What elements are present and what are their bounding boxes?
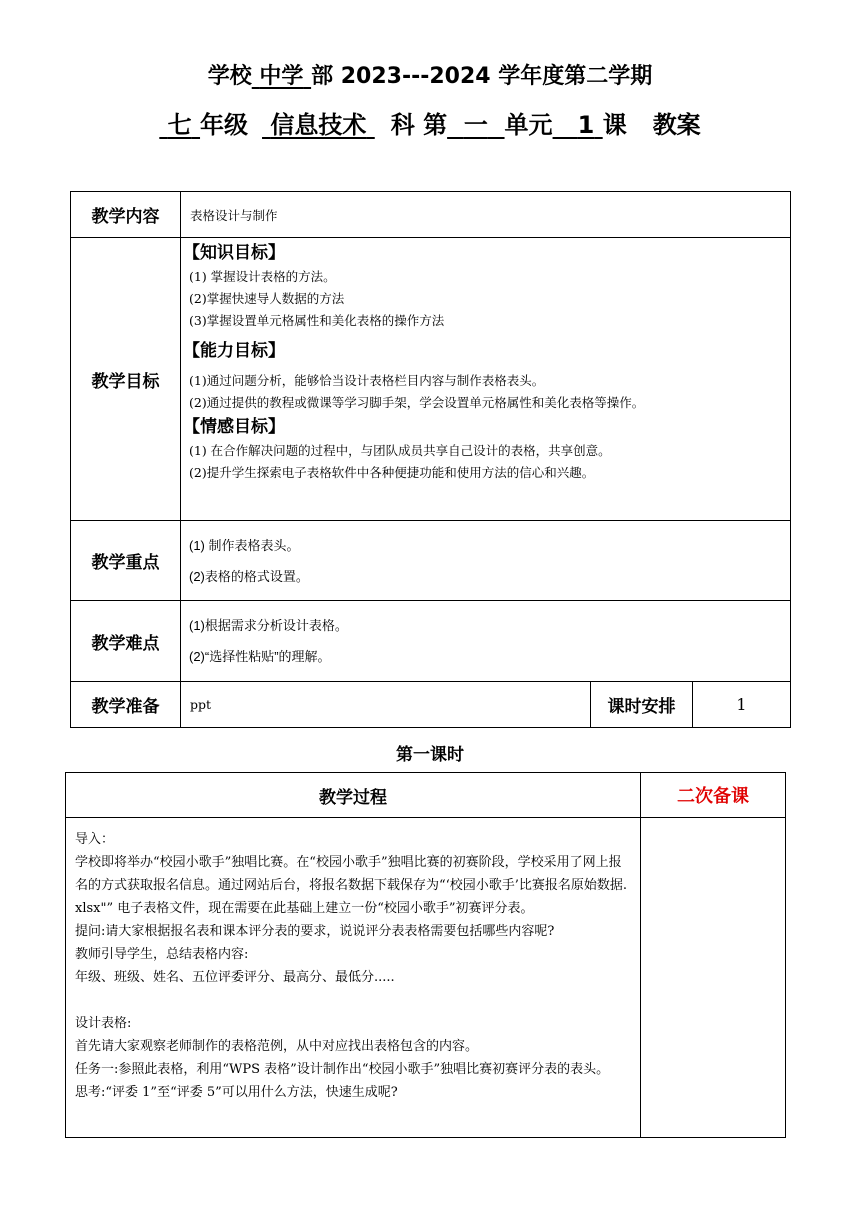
process-table (65, 772, 786, 1138)
revision-cell (641, 818, 786, 1138)
lesson-value: 1 (577, 111, 595, 139)
paragraph-fields: 年级、班级、姓名、五位评委评分、最高分、最低分..... (75, 970, 395, 985)
session-title: 第一课时 (396, 745, 464, 765)
paragraph-design-title: 设计表格: (75, 1016, 132, 1031)
unit-label: 单元 (504, 111, 553, 139)
revision-header: 二次备课 (641, 773, 786, 818)
paragraph-think: 思考:“评委 1”至“评委 5”可以用什么方法，快速生成呢? (75, 1085, 398, 1100)
header-line-2 (0, 106, 860, 144)
unit-value: 一 (463, 111, 488, 139)
lesson-label: 课 (602, 111, 627, 139)
paragraph-intro-title: 导入： (75, 832, 115, 847)
knowledge-item: (1) 掌握设计表格的方法。 (189, 269, 336, 284)
goals-cell (181, 238, 791, 521)
key-point-item: (2)表格的格式设置。 (189, 568, 309, 584)
process-header: 教学过程 (66, 773, 641, 818)
header-line-1 (0, 60, 860, 94)
hours-value: 1 (693, 682, 791, 728)
ability-goal-title: 【能力目标】 (183, 341, 285, 361)
difficulty-cell (181, 601, 791, 682)
key-points-label: 教学重点 (71, 521, 181, 601)
term-text: 部 2023---2024 学年度第二学期 (311, 64, 653, 89)
paragraph-scenario: 学校即将举办“校园小歌手”独唱比赛。在“校园小歌手”独唱比赛的初赛阶段，学校采用了网上报名的方式获取报名信息。通过网站后台，将报名数据下载保存为“‘校园小歌手’比赛报名原始数据. xlsx"” 电子表格文件，现在需要在此基础上建立一份“校园小歌手”初赛评分表。 (75, 855, 628, 916)
school-label: 学校 (207, 64, 252, 89)
prep-value: ppt (181, 682, 591, 728)
key-points-cell (181, 521, 791, 601)
emotion-item: (1) 在合作解决问题的过程中，与团队成员共享自己设计的表格，共享创意。 (189, 443, 611, 458)
emotion-goal-title: 【情感目标】 (183, 417, 285, 437)
paragraph-observe: 首先请大家观察老师制作的表格范例，从中对应找出表格包含的内容。 (75, 1039, 479, 1054)
grade-label: 年级 (200, 111, 249, 139)
paragraph-question: 提问:请大家根据报名表和课本评分表的要求，说说评分表表格需要包括哪些内容呢? (75, 924, 555, 939)
blank-line (75, 989, 632, 1012)
hours-label: 课时安排 (591, 682, 693, 728)
difficulty-item: (1)根据需求分析设计表格。 (189, 618, 348, 633)
content-label: 教学内容 (71, 192, 181, 238)
difficulty-label: 教学难点 (71, 601, 181, 682)
grade-value: 七 (167, 111, 192, 139)
knowledge-item: (2)掌握快速导人数据的方法 (189, 291, 345, 306)
lesson-info-table (70, 191, 791, 728)
paragraph-guide: 教师引导学生，总结表格内容: (75, 947, 249, 962)
subject-label: 科 第 (390, 111, 448, 139)
division-name: 中学 (259, 64, 304, 89)
key-point-item: (1) 制作表格表头。 (189, 537, 300, 553)
paragraph-task-1: 任务一:参照此表格，利用“WPS 表格”设计制作出“校园小歌手”独唱比赛初赛评分表的表头。 (75, 1062, 610, 1077)
prep-label: 教学准备 (71, 682, 181, 728)
emotion-item: (2)提升学生探索电子表格软件中各种便捷功能和使用方法的信心和兴趣。 (189, 465, 595, 480)
content-value: 表格设计与制作 (181, 192, 791, 238)
knowledge-item: (3)掌握设置单元格属性和美化表格的操作方法 (189, 313, 445, 328)
difficulty-item: (2)“选择性粘贴”的理解。 (189, 649, 331, 664)
process-body (66, 818, 641, 1138)
plan-label: 教案 (652, 111, 701, 139)
ability-item: (1)通过问题分析，能够恰当设计表格栏目内容与制作表格表头。 (189, 373, 545, 388)
ability-item: (2)通过提供的教程或微课等学习脚手架，学会设置单元格属性和美化表格等操作。 (189, 395, 645, 410)
subject-value: 信息技术 (270, 111, 367, 139)
knowledge-goal-title: 【知识目标】 (183, 243, 285, 263)
goals-label: 教学目标 (71, 238, 181, 521)
